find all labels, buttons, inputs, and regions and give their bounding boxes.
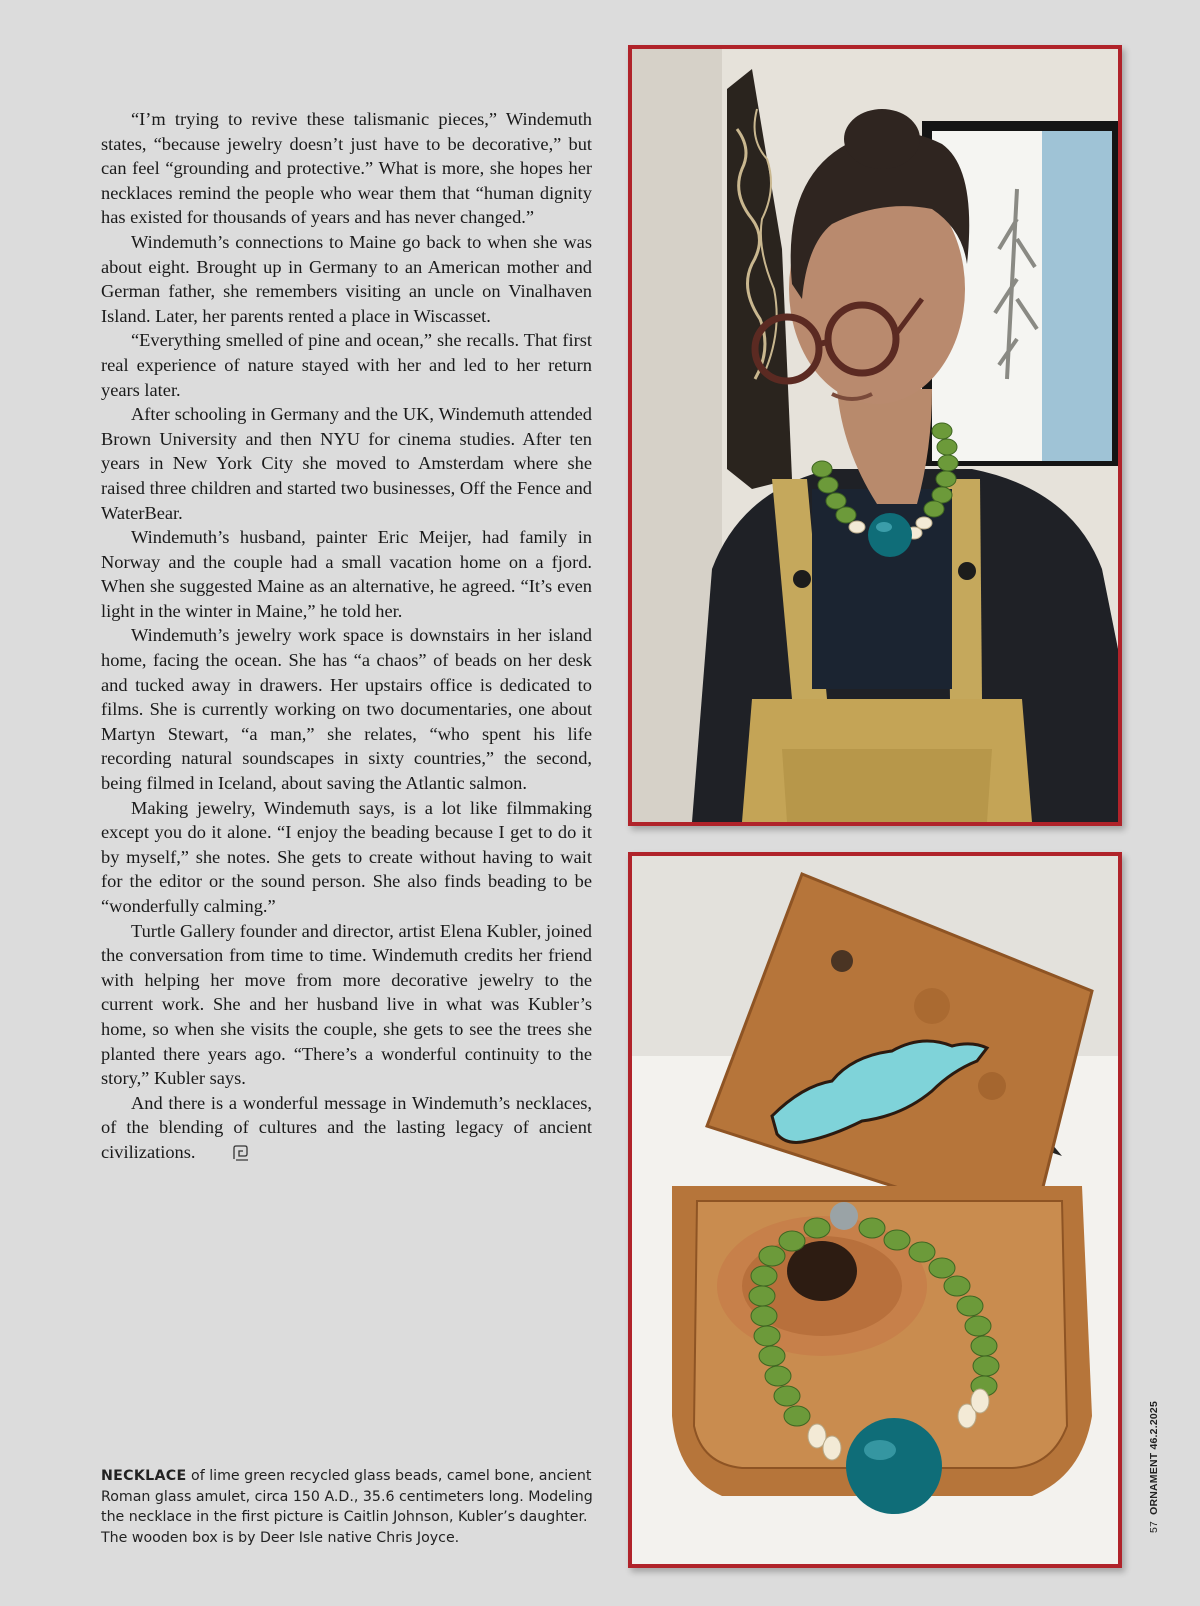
article-body [101,107,592,1165]
article-paragraph: “Everything smelled of pine and ocean,” she recalls. That first real experience of nature stayed with her and led to her return years later. [101,330,592,400]
article-paragraph: “I’m trying to revive these talismanic pieces,” Windemuth states, “because jewelry doesn’t just have to be decorative,” but can feel “grounding and protective.” What is more, she hopes her necklaces remind the people who wear them that “human dignity has existed for thousands of years and has never changed.” [101,109,592,228]
ornament-end-mark-icon [202,1143,220,1159]
article-paragraph: Turtle Gallery founder and director, artist Elena Kubler, joined the conversation from time to time. Windemuth credits her friend with helping her move from more decorative jewelry to the current work. She and her husband live in what was Kubler’s home, so when she visits the couple, she gets to see the trees she planted there years ago. “There’s a wonderful continuity to the story,” Kubler says. [101,920,592,1089]
photo-caption [101,1466,595,1548]
article-paragraph: After schooling in Germany and the UK, Windemuth attended Brown University and then NYU for cinema studies. After ten years in New York City she moved to Amsterdam where she raised three children and started two businesses, Off the Fence and WaterBear. [101,404,592,523]
publication-issue: ORNAMENT 46.2.2025 [1148,1401,1160,1515]
article-paragraph: Windemuth’s husband, painter Eric Meijer, had family in Norway and the couple had a small vacation home on a fjord. When she suggested Maine as an alternative, he agreed. “It’s even light in the winter in Maine,” he told her. [101,527,592,621]
article-paragraph: Windemuth’s jewelry work space is downstairs in her island home, facing the ocean. She has “a chaos” of beads on her desk and tucked away in drawers. Her upstairs office is dedicated to films. She is currently working on two documentaries, one about Martyn Stewart, “a man,” she relates, “who spent his life recording natural soundscapes in sixty countries,” the second, being filmed in Iceland, about saving the Atlantic salmon. [101,625,592,794]
caption-lead: NECKLACE [101,1468,187,1484]
caption-text: of lime green recycled glass beads, camel bone, ancient Roman glass amulet, circa 150 A.D., 35.6 centimeters long. Modeling the necklace in the first picture is Caitlin Johnson, Kubler’s daughter. The wooden box is by Deer Isle native Chris Joyce. [101,1468,593,1546]
article-paragraph-text: And there is a wonderful message in Windemuth’s necklaces, of the blending of cultures and the lasting legacy of ancient civilizations. [101,1092,592,1162]
necklace-box-photo [628,852,1122,1568]
page-number: 57 [1148,1520,1160,1533]
article-paragraph-last [101,1091,592,1165]
article-paragraph: Making jewelry, Windemuth says, is a lot like filmmaking except you do it alone. “I enjoy the beading because I get to do it by myself,” she notes. She gets to create without having to wait for the editor or the sound person. She also finds beading to be “wonderfully calming.” [101,797,592,916]
portrait-photo [628,45,1122,826]
page-folio [1148,1401,1160,1533]
article-paragraph: Windemuth’s connections to Maine go back to when she was about eight. Brought up in Germany to an American mother and German father, she remembers visiting an uncle on Vinalhaven Island. Later, her parents rented a place in Wiscasset. [101,231,592,326]
